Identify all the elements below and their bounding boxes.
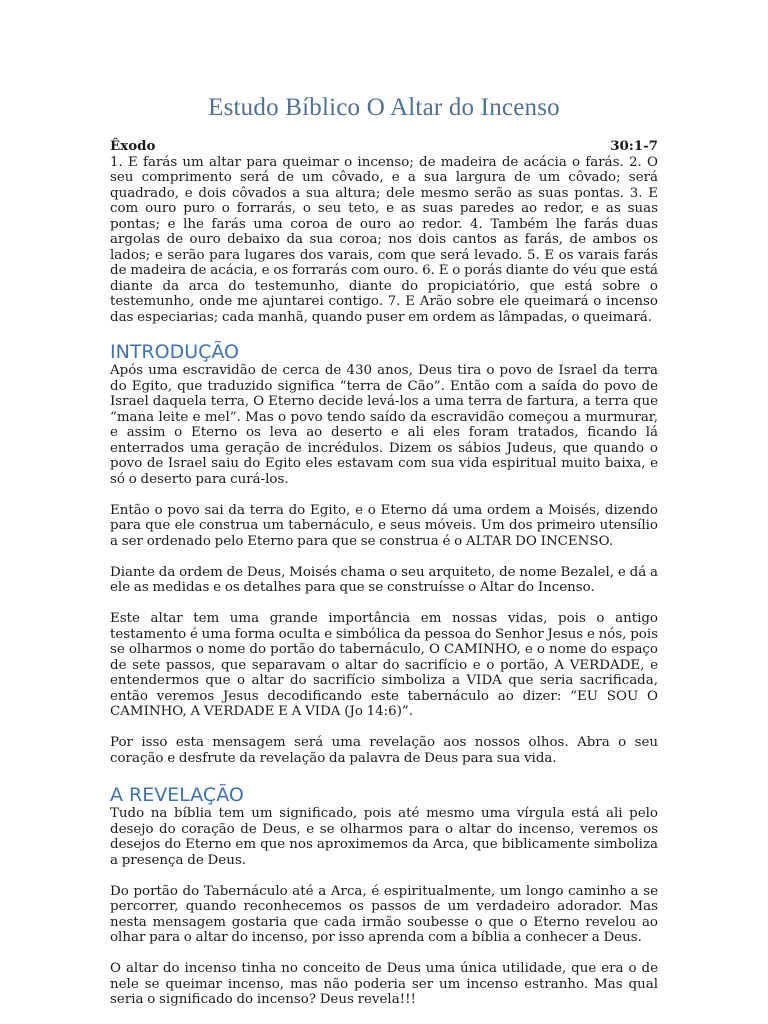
scripture-reference (110, 139, 658, 155)
revelation-paragraph: Tudo na bíblia tem um significado, pois até mesmo uma vírgula está ali pelo desejo do coração de Deus, e se olharmos para o altar do incenso, veremos os desejos do Eterno em que nos aproximemos da Arca, que biblicamente simboliza a presença de Deus. (110, 806, 658, 868)
intro-paragraph: Após uma escravidão de cerca de 430 anos, Deus tira o povo de Israel da terra do Egito, que traduzido significa “terra de Cão”. Então com a saída do povo de Israel daquela terra, O Eterno decide levá-los a uma terra de fartura, a terra que “mana leite e mel”. Mas o povo tendo saído da escravidão começou a murmurar, e assim o Eterno os leva ao deserto e ali eles foram tratados, ficando lá enterrados uma geração de incrédulos. Dizem os sábios Judeus, que quando o povo de Israel saiu do Egito eles estavam com sua vida espiritual muito baixa, e só o deserto para curá-los. (110, 363, 658, 487)
intro-paragraph: Este altar tem uma grande importância em nossas vidas, pois o antigo testamento é uma forma oculta e simbólica da pessoa do Senhor Jesus e nós, pois se olharmos o nome do portão do tabernáculo, O CAMINHO, e o nome do espaço de sete passos, que separavam o altar do sacrifício e o portão, A VERDADE, e entendermos que o altar do sacrifício simboliza a VIDA que seria sacrificada, então veremos Jesus decodificando este tabernáculo ao dizer: “EU SOU O CAMINHO, A VERDADE E A VIDA (Jo 14:6)”. (110, 611, 658, 719)
intro-paragraph: Diante da ordem de Deus, Moisés chama o seu arquiteto, de nome Bezalel, e dá a ele as medidas e os detalhes para que se construísse o Altar do Incenso. (110, 564, 658, 595)
revelation-heading: A REVELAÇÃO (110, 784, 244, 806)
revelation-paragraph: O altar do incenso tinha no conceito de Deus uma única utilidade, que era o de nele se queimar incenso, mas não poderia ser um incenso estranho. Mas qual seria o significado do incenso? Deus revela!!! (110, 961, 658, 1007)
verse-range: 30:1-7 (610, 138, 658, 154)
intro-heading: INTRODUÇÃO (110, 341, 240, 363)
revelation-paragraph: Do portão do Tabernáculo até a Arca, é espiritualmente, um longo caminho a se percorrer, quando reconhecemos os passos de um verdadeiro adorador. Mas nesta mensagem gostaria que cada irmão soubesse o que o Eterno revelou ao olhar para o altar do incenso, por isso aprenda com a bíblia a conhecer a Deus. (110, 883, 658, 945)
document-title: Estudo Bíblico O Altar do Incenso (208, 94, 560, 121)
intro-paragraph: Por isso esta mensagem será uma revelação aos nossos olhos. Abra o seu coração e desfrute da revelação da palavra de Deus para sua vida. (110, 735, 658, 766)
scripture-text: 1. E farás um altar para queimar o incenso; de madeira de acácia o farás. 2. O seu comprimento será de um côvado, e a sua largura de um côvado; será quadrado, e dois côvados a sua altura; dele mesmo serão as suas pontas. 3. E com ouro puro o forrarás, o seu teto, e as suas paredes ao redor, e as suas pontas; e lhe farás uma coroa de ouro ao redor. 4. Também lhe farás duas argolas de ouro debaixo da sua coroa; nos dois cantos as farás, de ambos os lados; e serão para lugares dos varais, com que será levado. 5. E os varais farás de madeira de acácia, e os forrarás com ouro. 6. E o porás diante do véu que está diante da arca do testemunho, diante do propiciatório, que está sobre o testemunho, onde me ajuntarei contigo. 7. E Arão sobre ele queimará o incenso das especiarias; cada manhã, quando puser em ordem as lâmpadas, o queimará. (110, 154, 658, 325)
intro-paragraph: Então o povo sai da terra do Egito, e o Eterno dá uma ordem a Moisés, dizendo para que ele construa um tabernáculo, e seus móveis. Um dos primeiro utensílio a ser ordenado pelo Eterno para que se construa é o ALTAR DO INCENSO. (110, 502, 658, 549)
book-name: Êxodo (110, 138, 156, 154)
